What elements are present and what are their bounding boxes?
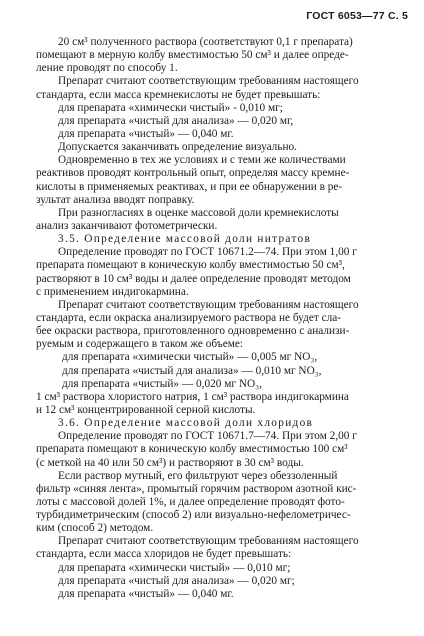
- text-line: кислоты в применяемых реактивах, и при ее обнаружении в ре-: [36, 180, 343, 193]
- text-line: реактивов проводят контрольный опыт, определяя массу кремне-: [36, 167, 350, 180]
- text-line: с применением индигокармина.: [36, 285, 189, 298]
- text-line: Если раствор мутный, его фильтруют через обеззоленный: [58, 469, 338, 482]
- text-line: 3.6. Определение массовой доли хлоридов: [58, 417, 314, 430]
- text-line: и 12 см³ концентрированной серной кислоты.: [36, 403, 256, 416]
- text-line: При разногласиях в оценке массовой доли кремнекислоты: [58, 206, 339, 219]
- text-line: для препарата «химически чистый» — 0,010 мг;: [58, 561, 291, 574]
- text-line: препарата помещают в коническую колбу вместимостью 50 см³,: [36, 259, 345, 272]
- text-line: Препарат считают соответствующим требованиям настоящего: [58, 298, 359, 311]
- text-line: бее окраски раствора, приготовленного одновременно с анализи-: [36, 325, 350, 338]
- text-line: для препарата «химически чистый» - 0,010 мг;: [58, 101, 283, 114]
- text-line: руемым и содержащего в таком же объеме:: [36, 338, 244, 351]
- text-line: для препарата «чистый» — 0,040 мг.: [58, 587, 234, 600]
- text-line: лоты с массовой долей 1%, и далее определение проводят фото-: [36, 495, 345, 508]
- text-line: ление проводят по способу 1.: [36, 62, 178, 75]
- text-line: зультат анализа вводят поправку.: [36, 193, 195, 206]
- text-line: для препарата «чистый» — 0,040 мг.: [58, 127, 234, 140]
- text-line: стандарта, если окраска анализируемого раствора не будет сла-: [36, 311, 342, 324]
- text-line: помещают в мерную колбу вместимостью 50 см³ и далее опреде-: [36, 49, 349, 62]
- text-line: для препарата «чистый для анализа» — 0,020 мг;: [58, 574, 295, 587]
- text-line: фильтр «синяя лента», промытый горячим раствором азотной кис-: [36, 482, 357, 495]
- page-header: ГОСТ 6053—77 С. 5: [306, 10, 408, 22]
- text-line: Препарат считают соответствующим требованиям настоящего: [58, 535, 359, 548]
- text-line: анализ заканчивают фотометрически.: [36, 219, 218, 232]
- text-line: 3.5. Определение массовой доли нитратов: [58, 233, 312, 246]
- text-line: для препарата «чистый для анализа» — 0,020 мг,: [58, 114, 294, 127]
- text-line: 1 см³ раствора хлористого натрия, 1 см³ раствора индигокармина: [36, 390, 349, 403]
- text-line: стандарта, если масса кремнекислоты не будет превышать:: [36, 88, 321, 101]
- text-line: ким (способ 2) методом.: [36, 522, 154, 535]
- text-line: для препарата «химически чистый» — 0,005 мг NO₃,: [62, 351, 318, 364]
- text-line: препарата помещают в коническую колбу вместимостью 100 см³: [36, 443, 348, 456]
- text-line: Одновременно в тех же условиях и с теми же количествами: [58, 154, 346, 167]
- text-line: для препарата «чистый для анализа» — 0,010 мг NO₃,: [62, 364, 322, 377]
- text-line: растворяют в 10 см³ воды и далее определение проводят методом: [36, 272, 351, 285]
- text-line: турбидиметрическим (способ 2) или визуально-нефелометричес-: [36, 509, 351, 522]
- text-line: Препарат считают соответствующим требованиям настоящего: [58, 75, 359, 88]
- text-line: (с меткой на 40 или 50 см³) и растворяют в 30 см³ воды.: [36, 456, 304, 469]
- text-line: стандарта, если масса хлоридов не будет превышать:: [36, 548, 292, 561]
- document-body: [36, 36, 398, 601]
- text-line: Определение проводят по ГОСТ 10671.2—74. При этом 1,00 г: [58, 246, 357, 259]
- text-line: для препарата «чистый» — 0,020 мг NO₃,: [62, 377, 262, 390]
- text-line: 20 см³ полученного раствора (соответствуют 0,1 г препарата): [58, 36, 353, 48]
- text-line: Допускается заканчивать определение визуально.: [58, 141, 297, 154]
- text-line: Определение проводят по ГОСТ 10671.7—74. При этом 2,00 г: [58, 430, 357, 443]
